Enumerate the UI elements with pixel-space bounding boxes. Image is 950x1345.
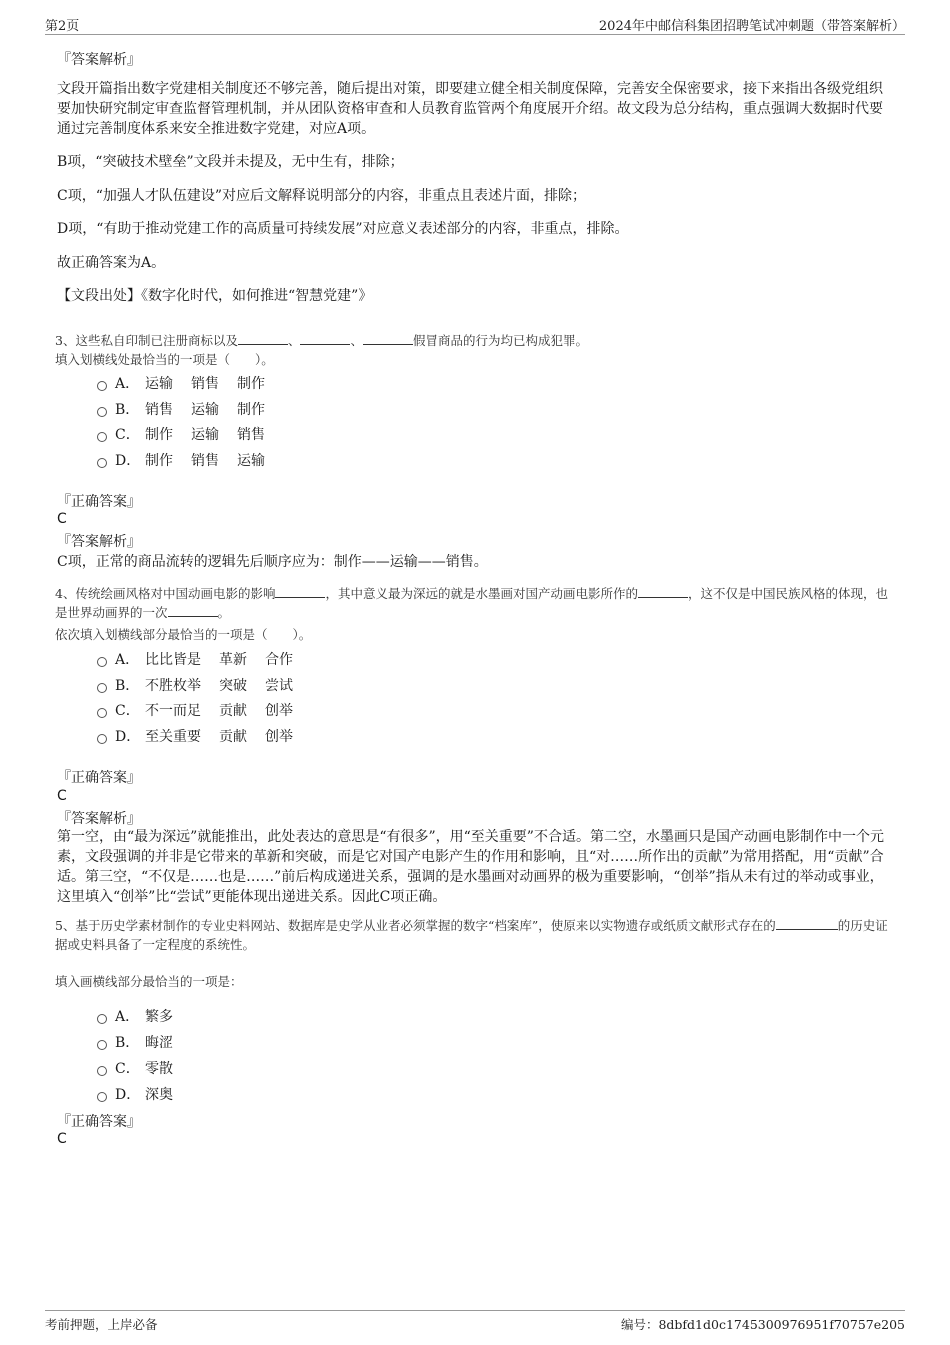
radio-icon[interactable] <box>97 1040 107 1050</box>
q4-blank-2 <box>638 585 688 598</box>
q2-analysis-option-d: D项，“有助于推动党建工作的高质量可持续发展”对应意义表述部分的内容，非重点，排除。 <box>57 221 629 237</box>
q5-answer: C <box>57 1131 67 1147</box>
q4-option-b[interactable] <box>97 675 311 695</box>
option-word: 零散 <box>145 1061 173 1077</box>
q4-option-a[interactable] <box>97 649 311 669</box>
q3-analysis-label: 『答案解析』 <box>57 534 141 550</box>
footer-slogan: 考前押题，上岸必备 <box>45 1317 158 1332</box>
option-word: 尝试 <box>265 678 293 694</box>
q5-stem-text: 5、基于历史学素材制作的专业史料网站、数据库是史学从业者必须掌握的数字“档案库”，使原来以实物遗存或纸质文献形式存在的 <box>55 918 776 933</box>
q5-option-a[interactable] <box>97 1006 191 1026</box>
q2-conclusion: 故正确答案为A。 <box>57 255 166 271</box>
q4-answer-label: 『正确答案』 <box>57 770 141 786</box>
option-letter: B． <box>115 678 140 694</box>
option-word: 合作 <box>265 652 293 668</box>
page-footer <box>45 1310 905 1333</box>
option-word: 比比皆是 <box>145 652 201 668</box>
option-word: 运输 <box>191 427 219 443</box>
option-word: 创举 <box>265 729 293 745</box>
q3-option-a[interactable] <box>97 373 283 393</box>
q5-blank <box>776 917 838 930</box>
radio-icon[interactable] <box>97 657 107 667</box>
q3-answer: C <box>57 511 67 527</box>
option-letter: D． <box>115 453 141 469</box>
option-letter: A． <box>115 1009 140 1025</box>
q4-stem-text: 4、传统绘画风格对中国动画电影的影响 <box>55 586 276 601</box>
option-letter: B． <box>115 402 140 418</box>
option-word: 制作 <box>237 402 265 418</box>
q4-stem-text: 。 <box>217 605 231 620</box>
radio-icon[interactable] <box>97 458 107 468</box>
q3-stem-text: 3、这些私自印制已注册商标以及 <box>55 333 238 348</box>
radio-icon[interactable] <box>97 1092 107 1102</box>
page-header <box>45 14 905 35</box>
q5-option-b[interactable] <box>97 1032 191 1052</box>
q2-analysis-label: 『答案解析』 <box>57 52 141 68</box>
option-word: 运输 <box>191 402 219 418</box>
q3-blank-3 <box>363 332 413 345</box>
radio-icon[interactable] <box>97 1014 107 1024</box>
option-word: 运输 <box>145 376 173 392</box>
radio-icon[interactable] <box>97 734 107 744</box>
option-letter: C． <box>115 427 140 443</box>
option-word: 繁多 <box>145 1009 173 1025</box>
option-word: 运输 <box>237 453 265 469</box>
option-letter: A． <box>115 376 140 392</box>
option-letter: A． <box>115 652 140 668</box>
option-word: 不一而足 <box>145 703 201 719</box>
q3-option-c[interactable] <box>97 424 283 444</box>
q5-stem <box>55 916 895 954</box>
q2-analysis-option-b: B项，“突破技术壁垒”文段并未提及，无中生有，排除； <box>57 154 404 170</box>
option-word: 革新 <box>219 652 247 668</box>
q4-option-d[interactable] <box>97 726 311 746</box>
option-word: 创举 <box>265 703 293 719</box>
q3-option-b[interactable] <box>97 399 283 419</box>
q3-prompt: 填入划横线处最恰当的一项是（ ）。 <box>55 352 274 367</box>
option-word: 制作 <box>145 453 173 469</box>
document-id: 编号：8dbfd1d0c1745300976951f70757e205 <box>620 1317 905 1332</box>
q3-answer-label: 『正确答案』 <box>57 494 141 510</box>
option-word: 销售 <box>145 402 173 418</box>
option-word: 晦涩 <box>145 1035 173 1051</box>
option-letter: C． <box>115 703 140 719</box>
option-letter: C． <box>115 1061 140 1077</box>
q5-option-d[interactable] <box>97 1084 191 1104</box>
q3-sep: 、 <box>350 333 363 348</box>
q4-stem-text: ，其中意义最为深远的就是水墨画对国产动画电影所作的 <box>325 586 638 601</box>
option-letter: D． <box>115 729 141 745</box>
option-word: 销售 <box>237 427 265 443</box>
radio-icon[interactable] <box>97 381 107 391</box>
radio-icon[interactable] <box>97 1066 107 1076</box>
option-word: 突破 <box>219 678 247 694</box>
radio-icon[interactable] <box>97 708 107 718</box>
q3-option-d[interactable] <box>97 450 283 470</box>
q4-stem-text: ，这不仅是中国民族风格的体现，也是世界动画界的一次 <box>55 586 888 620</box>
radio-icon[interactable] <box>97 407 107 417</box>
q2-source: 【文段出处】《数字化时代，如何推进“智慧党建”》 <box>57 288 373 304</box>
radio-icon[interactable] <box>97 683 107 693</box>
option-letter: B． <box>115 1035 140 1051</box>
option-letter: D． <box>115 1087 141 1103</box>
option-word: 销售 <box>191 453 219 469</box>
q4-option-c[interactable] <box>97 700 311 720</box>
page-number: 第2页 <box>45 19 80 34</box>
q5-stem-text: 的历史证据或史料具备了一定程度的系统性。 <box>55 918 888 952</box>
q2-analysis-option-c: C项，“加强人才队伍建设”对应后文解释说明部分的内容，非重点且表述片面，排除； <box>57 188 587 204</box>
document-title: 2024年中邮信科集团招聘笔试冲刺题（带答案解析） <box>598 19 905 34</box>
q4-answer: C <box>57 788 67 804</box>
q3-blank-2 <box>300 332 350 345</box>
q4-blank-1 <box>275 585 325 598</box>
radio-icon[interactable] <box>97 432 107 442</box>
q3-blank-1 <box>238 332 288 345</box>
option-word: 制作 <box>237 376 265 392</box>
q3-stem-text: 假冒商品的行为均已构成犯罪。 <box>413 333 589 348</box>
q5-prompt: 填入画横线部分最恰当的一项是： <box>55 974 243 989</box>
q4-blank-3 <box>168 604 218 617</box>
option-word: 深奥 <box>145 1087 173 1103</box>
q3-stem <box>55 331 588 349</box>
option-word: 不胜枚举 <box>145 678 201 694</box>
q4-prompt: 依次填入划横线部分最恰当的一项是（ ）。 <box>55 627 312 642</box>
q3-analysis: C项，正常的商品流转的逻辑先后顺序应为：制作——运输——销售。 <box>57 554 488 570</box>
option-word: 贡献 <box>219 729 247 745</box>
q2-analysis-paragraph: 文段开篇指出数字党建相关制度还不够完善，随后提出对策，即要建立健全相关制度保障，完善安全保密要求，接下来指出各级党组织要加快研究制定审查监督管理机制，并从团队资格审查和人员教育监管两个角度展开介绍。故文段为总分结构，重点强调大数据时代要通过完善制度体系来安全推进数字党建，对应A项。 <box>57 81 883 137</box>
q5-answer-label: 『正确答案』 <box>57 1114 141 1130</box>
q4-analysis: 第一空，由“最为深远”就能推出，此处表达的意思是“有很多”，用“至关重要”不合适。第二空，水墨画只是国产动画电影制作中一个元素，文段强调的并非是它带来的革新和突破，而是它对国产电影产生的作用和影响，且“对……所作出的贡献”为常用搭配，用“贡献”合适。第三空，“不仅是……也是……”前后构成递进关系，强调的是水墨画对动画界的极为重要影响，“创举”指从未有过的举动或事业，这里填入“创举”比“尝试”更能体现出递进关系。因此C项正确。 <box>57 829 884 905</box>
q4-stem <box>55 584 895 622</box>
option-word: 销售 <box>191 376 219 392</box>
option-word: 贡献 <box>219 703 247 719</box>
q4-analysis-label: 『答案解析』 <box>57 811 141 827</box>
q5-option-c[interactable] <box>97 1058 191 1078</box>
option-word: 制作 <box>145 427 173 443</box>
q3-sep: 、 <box>287 333 301 348</box>
option-word: 至关重要 <box>145 729 201 745</box>
